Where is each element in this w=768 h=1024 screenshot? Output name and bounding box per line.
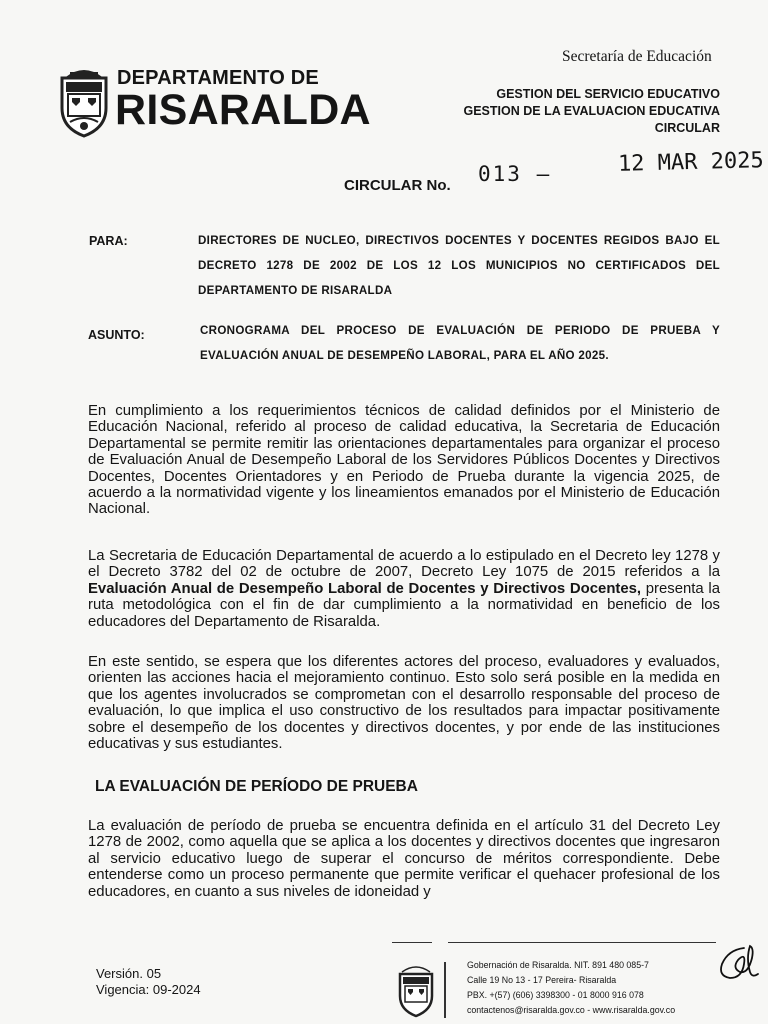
- risaralda-coat-of-arms-icon: [60, 64, 108, 138]
- paragraph-decreto-part2: presenta la ruta metodológica con el fin de dar cumplimiento a la normatividad en beneficio de los educadores del Departamento de Risaralda.: [88, 580, 720, 630]
- gestion-line: GESTION DE LA EVALUACION EDUCATIVA: [463, 104, 720, 118]
- paragraph-decreto: [88, 548, 720, 630]
- paragraph-periodo-prueba: La evaluación de período de prueba se encuentra definida en el artículo 31 del Decreto Ley 1278 de 2002, como aquella que se aplica a los docentes y directivos docentes que ingresaron al servicio educativo luego de superar el concurso de méritos correspondiente. Debe entenderse como un proceso permanente que permite verificar el quehacer profesional de los educadores, en cuanto a sus niveles de idoneidad y: [88, 818, 720, 900]
- contact-line: contactenos@risaralda.gov.co - www.risaralda.gov.co: [467, 1005, 676, 1015]
- footer-coat-of-arms-icon: [398, 962, 434, 1018]
- gestion-line: GESTION DEL SERVICIO EDUCATIVO: [496, 87, 720, 101]
- footer-separator: [444, 962, 446, 1018]
- department-heading-line1: DEPARTAMENTO DE: [117, 67, 319, 89]
- contact-block: [467, 958, 675, 1018]
- para-text: DIRECTORES DE NUCLEO, DIRECTIVOS DOCENTES Y DOCENTES REGIDOS BAJO EL DECRETO 1278 DE 2002 DE LOS 12 LOS MUNICIPIOS NO CERTIFICADOS DEL DEPARTAMENTO DE RISARALDA: [198, 234, 720, 297]
- paragraph-intro: En cumplimiento a los requerimientos técnicos de calidad definidos por el Ministerio de Educación Nacional, referido al proceso de calidad educativa, la Secretaria de Educación Departamental se permite remitir las orientaciones departamentales para organizar el proceso de Evaluación Anual de Desempeño Laboral de los Servidores Públicos Docentes y Directivos Docentes, Docentes Orientadores y en Periodo de Prueba durante la vigencia 2025, de acuerdo a la normatividad vigente y los lineamientos emanados por el Ministerio de Educación Nacional.: [88, 403, 720, 518]
- circular-label: CIRCULAR No.: [344, 177, 451, 194]
- gestion-line: CIRCULAR: [654, 121, 720, 135]
- paragraph-decreto-part1: La Secretaria de Educación Departamental de acuerdo a lo estipulado en el Decreto ley 1278 y el Decreto 3782 del 02 de octubre de 2007, Decreto Ley 1075 de 2015 referidos a la: [88, 548, 720, 581]
- asunto-label: ASUNTO:: [88, 328, 145, 342]
- section-title: LA EVALUACIÓN DE PERÍODO DE PRUEBA: [95, 778, 418, 795]
- paragraph-decreto-bold: Evaluación Anual de Desempeño Laboral de Docentes y Directivos Docentes,: [88, 580, 642, 597]
- contact-line: PBX. +(57) (606) 3398300 - 01 8000 916 078: [467, 990, 644, 1000]
- signature-icon: [714, 938, 762, 986]
- department-heading-line2: RISARALDA: [115, 86, 371, 134]
- secretaria-label: Secretaría de Educación: [562, 48, 712, 65]
- asunto-text: CRONOGRAMA DEL PROCESO DE EVALUACIÓN DE PERIODO DE PRUEBA Y EVALUACIÓN ANUAL DE DESEMPEÑO LABORAL, PARA EL AÑO 2025.: [200, 324, 720, 362]
- circular-number-stamp: 013 —: [478, 162, 552, 186]
- footer-divider-short: [392, 942, 432, 943]
- date-stamp: 12 MAR 2025: [617, 148, 765, 177]
- version-label: Versión. 05: [96, 966, 162, 981]
- para-label: PARA:: [89, 234, 128, 248]
- footer-divider-long: [448, 942, 716, 943]
- gestion-header: [464, 86, 721, 137]
- contact-line: Calle 19 No 13 - 17 Pereira- Risaralda: [467, 975, 617, 985]
- paragraph-sentido: En este sentido, se espera que los diferentes actores del proceso, evaluadores y evaluados, orienten las acciones hacia el mejoramiento continuo. Esto solo será posible en la medida en que los agentes involucrados se comprometan con el desarrollo responsable del proceso de evaluación, lo que implica el uso constructivo de los resultados para impactar positivamente sobre el desempeño de los docentes y directivos docentes, y por ende de las instituciones educativas y sus estudiantes.: [88, 654, 720, 753]
- contact-line: Gobernación de Risaralda. NIT. 891 480 085-7: [467, 960, 649, 970]
- version-block: [96, 966, 201, 998]
- vigencia-label: Vigencia: 09-2024: [96, 982, 201, 997]
